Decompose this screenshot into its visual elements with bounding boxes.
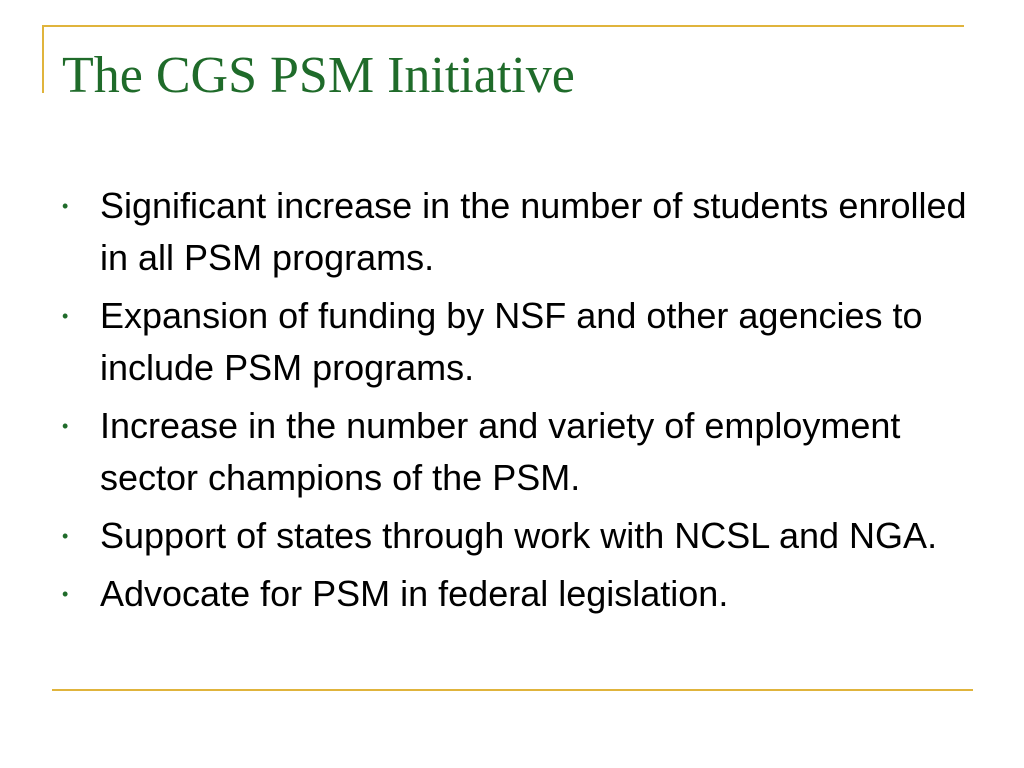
bullet-text: Increase in the number and variety of employment sector champions of the PSM. — [100, 405, 901, 498]
bullet-text: Expansion of funding by NSF and other agencies to include PSM programs. — [100, 295, 923, 388]
bullet-icon: • — [62, 526, 69, 546]
bullet-icon: • — [62, 196, 69, 216]
bullet-item-4 — [62, 510, 982, 562]
bullet-item-1 — [62, 180, 982, 284]
bottom-accent-line — [52, 689, 973, 691]
bullet-icon: • — [62, 306, 69, 326]
bullet-item-2 — [62, 290, 982, 394]
top-accent-line — [42, 25, 964, 27]
slide-title: The CGS PSM Initiative — [62, 47, 575, 104]
bullet-icon: • — [62, 416, 69, 436]
bullet-text: Support of states through work with NCSL and NGA. — [100, 515, 938, 556]
bullet-text: Significant increase in the number of students enrolled in all PSM programs. — [100, 185, 967, 278]
bullet-text: Advocate for PSM in federal legislation. — [100, 573, 729, 614]
bullet-item-5 — [62, 568, 982, 620]
left-accent-line — [42, 25, 44, 93]
bullet-list — [62, 180, 982, 626]
bullet-item-3 — [62, 400, 982, 504]
bullet-icon: • — [62, 584, 69, 604]
